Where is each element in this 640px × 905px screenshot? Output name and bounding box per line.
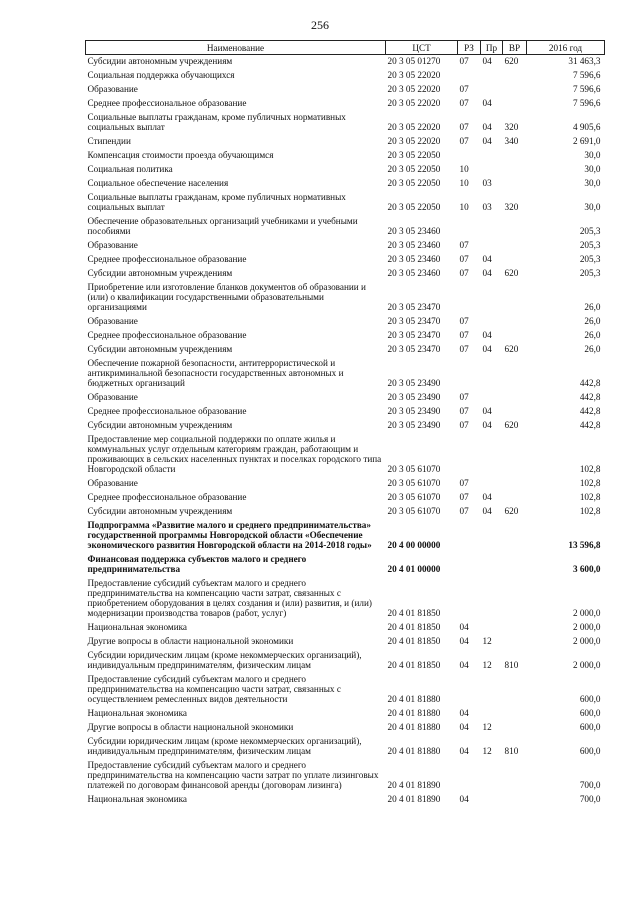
row-amount: 13 596,8: [568, 540, 601, 550]
row-pr: 12: [482, 746, 492, 756]
table-row: [86, 315, 605, 329]
row-vr: 320: [504, 122, 519, 132]
row-cst: 20 3 05 22050: [387, 202, 441, 212]
row-rz: 07: [459, 316, 469, 326]
row-rz: [458, 215, 481, 239]
row-name: Социальные выплаты гражданам, кроме публичных нормативных социальных выплат: [87, 112, 346, 132]
row-cst: 20 3 05 22020: [387, 70, 441, 80]
row-vr: 810: [504, 660, 519, 670]
table-row: [86, 357, 605, 391]
row-amount: 7 596,6: [572, 70, 601, 80]
table-row: [86, 281, 605, 315]
row-name: Субсидии автономным учреждениям: [87, 344, 233, 354]
row-amount: 2 691,0: [572, 136, 601, 146]
row-amount: 26,0: [584, 344, 601, 354]
row-pr: 04: [482, 506, 492, 516]
row-pr: [481, 477, 503, 491]
row-vr: 620: [504, 344, 519, 354]
row-cst: 20 3 05 61070: [387, 492, 441, 502]
row-vr: [503, 315, 527, 329]
row-pr: 12: [482, 722, 492, 732]
table-row: [86, 267, 605, 281]
row-rz: 07: [459, 506, 469, 516]
table-row: [86, 477, 605, 491]
row-amount: 26,0: [584, 330, 601, 340]
row-name: Субсидии автономным учреждениям: [87, 56, 233, 66]
row-rz: 07: [459, 84, 469, 94]
table-row: [86, 491, 605, 505]
row-pr: [481, 759, 503, 793]
row-cst: 20 3 05 23460: [387, 226, 441, 236]
table-row: [86, 759, 605, 793]
row-name: Обеспечение пожарной безопасности, антитеррористической и антикриминальной безопасности государственных автономных и бюджетных организаций: [87, 358, 344, 388]
row-name: Национальная экономика: [87, 622, 188, 632]
table-row: [86, 55, 605, 70]
row-amount: 700,0: [579, 780, 601, 790]
row-vr: [503, 149, 527, 163]
row-rz: [458, 673, 481, 707]
row-pr: 04: [482, 98, 492, 108]
row-cst: 20 3 05 61070: [387, 478, 441, 488]
row-name: Образование: [87, 240, 138, 250]
row-vr: [503, 621, 527, 635]
row-vr: 810: [504, 746, 519, 756]
row-cst: 20 4 01 81880: [387, 746, 441, 756]
table-row: [86, 111, 605, 135]
row-amount: 442,8: [579, 392, 601, 402]
row-name: Среднее профессиональное образование: [87, 406, 247, 416]
row-pr: 12: [482, 660, 492, 670]
table-row: [86, 97, 605, 111]
row-vr: [503, 239, 527, 253]
row-pr: 04: [482, 420, 492, 430]
row-amount: 26,0: [584, 316, 601, 326]
row-name: Субсидии юридическим лицам (кроме некоммерческих организаций), индивидуальным предпринимателям, физическим лицам: [87, 736, 362, 756]
row-amount: 700,0: [579, 794, 601, 804]
row-vr: [503, 673, 527, 707]
table-row: [86, 69, 605, 83]
row-cst: 20 3 05 61070: [387, 464, 441, 474]
row-pr: 04: [482, 268, 492, 278]
row-vr: 620: [504, 56, 519, 66]
row-pr: [481, 433, 503, 477]
row-cst: 20 4 01 81850: [387, 636, 441, 646]
row-vr: [503, 519, 527, 553]
row-pr: [481, 519, 503, 553]
row-vr: [503, 177, 527, 191]
row-amount: 30,0: [584, 150, 601, 160]
row-pr: 04: [482, 406, 492, 416]
row-rz: 04: [459, 722, 469, 732]
row-pr: 04: [482, 136, 492, 146]
row-cst: 20 4 01 81880: [387, 694, 441, 704]
row-cst: 20 3 05 23490: [387, 406, 441, 416]
table-row: [86, 577, 605, 621]
table-row: [86, 163, 605, 177]
row-pr: 12: [482, 636, 492, 646]
table-row: [86, 239, 605, 253]
row-name: Среднее профессиональное образование: [87, 254, 247, 264]
row-name: Компенсация стоимости проезда обучающимся: [87, 150, 274, 160]
row-amount: 3 600,0: [572, 564, 601, 574]
row-cst: 20 4 01 00000: [387, 564, 441, 574]
row-amount: 30,0: [584, 178, 601, 188]
row-amount: 102,8: [579, 492, 601, 502]
row-pr: [481, 215, 503, 239]
row-cst: 20 4 01 81880: [387, 708, 441, 718]
row-rz: 07: [459, 406, 469, 416]
row-amount: 442,8: [579, 378, 601, 388]
row-cst: 20 3 05 23490: [387, 378, 441, 388]
row-rz: [458, 357, 481, 391]
row-vr: [503, 357, 527, 391]
table-row: [86, 391, 605, 405]
row-name: Подпрограмма «Развитие малого и среднего предпринимательства» государственной программы Новгородской области «Обеспечение экономического развития Новгородской области на 2014-2018 годы»: [87, 520, 372, 550]
row-vr: [503, 553, 527, 577]
row-rz: 10: [459, 178, 469, 188]
table-header-row: [86, 41, 605, 55]
row-cst: 20 3 05 61070: [387, 506, 441, 516]
row-rz: 10: [459, 164, 469, 174]
row-cst: 20 3 05 23460: [387, 240, 441, 250]
row-name: Социальные выплаты гражданам, кроме публичных нормативных социальных выплат: [87, 192, 346, 212]
row-name: Социальная поддержка обучающихся: [87, 70, 235, 80]
table-row: [86, 135, 605, 149]
row-amount: 7 596,6: [572, 98, 601, 108]
row-name: Субсидии юридическим лицам (кроме некоммерческих организаций), индивидуальным предпринимателям, физическим лицам: [87, 650, 362, 670]
row-pr: [481, 315, 503, 329]
row-rz: 07: [459, 56, 469, 66]
row-rz: 07: [459, 98, 469, 108]
row-cst: 20 3 05 23460: [387, 268, 441, 278]
row-vr: [503, 281, 527, 315]
row-name: Среднее профессиональное образование: [87, 492, 247, 502]
row-cst: 20 3 05 23470: [387, 344, 441, 354]
row-rz: 07: [459, 392, 469, 402]
row-rz: 07: [459, 136, 469, 146]
row-pr: [481, 149, 503, 163]
table-row: [86, 519, 605, 553]
row-name: Приобретение или изготовление бланков документов об образовании и (или) о квалификации государственными образовательными организациями: [87, 282, 366, 312]
table-row: [86, 419, 605, 433]
row-name: Среднее профессиональное образование: [87, 98, 247, 108]
row-cst: 20 3 05 23490: [387, 420, 441, 430]
row-vr: [503, 253, 527, 267]
row-rz: 04: [459, 636, 469, 646]
row-vr: [503, 391, 527, 405]
row-vr: [503, 329, 527, 343]
row-amount: 600,0: [579, 694, 601, 704]
row-cst: 20 4 01 81890: [387, 794, 441, 804]
row-amount: 205,3: [579, 268, 601, 278]
row-rz: 07: [459, 268, 469, 278]
row-cst: 20 3 05 23490: [387, 392, 441, 402]
row-name: Предоставление субсидий субъектам малого и среднего предпринимательства на компенсацию части затрат, связанных с приобретением оборудования в целях создания и (или) развития, и (или) модернизации производства товаров (работ, услуг): [87, 578, 372, 618]
table-row: [86, 793, 605, 807]
row-amount: 2 000,0: [572, 622, 601, 632]
table-row: [86, 553, 605, 577]
column-header-vr: ВР: [503, 41, 527, 55]
row-name: Обеспечение образовательных организаций учебниками и учебными пособиями: [87, 216, 358, 236]
page-number: 256: [311, 18, 329, 32]
row-pr: [481, 793, 503, 807]
row-rz: 07: [459, 240, 469, 250]
row-vr: 620: [504, 420, 519, 430]
row-vr: [503, 707, 527, 721]
row-rz: [458, 759, 481, 793]
row-rz: 07: [459, 254, 469, 264]
budget-table: [85, 40, 605, 807]
row-cst: 20 3 05 22020: [387, 136, 441, 146]
row-amount: 102,8: [579, 478, 601, 488]
table-row: [86, 329, 605, 343]
row-pr: 04: [482, 56, 492, 66]
row-amount: 30,0: [584, 202, 601, 212]
row-rz: [458, 69, 481, 83]
row-vr: [503, 405, 527, 419]
column-header-rz: РЗ: [458, 41, 481, 55]
row-pr: [481, 577, 503, 621]
row-cst: 20 3 05 23470: [387, 330, 441, 340]
row-cst: 20 4 01 81850: [387, 608, 441, 618]
row-pr: [481, 163, 503, 177]
row-vr: 620: [504, 506, 519, 516]
row-amount: 442,8: [579, 420, 601, 430]
table-row: [86, 343, 605, 357]
row-pr: 04: [482, 122, 492, 132]
row-amount: 102,8: [579, 506, 601, 516]
row-name: Национальная экономика: [87, 794, 188, 804]
row-cst: 20 3 05 22050: [387, 178, 441, 188]
row-name: Образование: [87, 84, 138, 94]
row-name: Образование: [87, 316, 138, 326]
row-rz: [458, 433, 481, 477]
row-rz: 10: [459, 202, 469, 212]
row-pr: [481, 239, 503, 253]
row-rz: 07: [459, 330, 469, 340]
row-cst: 20 4 01 81880: [387, 722, 441, 732]
row-name: Другие вопросы в области национальной экономики: [87, 636, 294, 646]
row-pr: [481, 281, 503, 315]
row-name: Стипендии: [87, 136, 131, 146]
row-pr: 04: [482, 254, 492, 264]
table-row: [86, 707, 605, 721]
row-name: Финансовая поддержка субъектов малого и среднего предпринимательства: [87, 554, 307, 574]
row-vr: [503, 433, 527, 477]
table-row: [86, 253, 605, 267]
row-amount: 31 463,3: [568, 56, 601, 66]
row-amount: 205,3: [579, 240, 601, 250]
row-amount: 102,8: [579, 464, 601, 474]
row-vr: [503, 721, 527, 735]
row-rz: 04: [459, 660, 469, 670]
table-row: [86, 621, 605, 635]
table-row: [86, 433, 605, 477]
row-pr: [481, 83, 503, 97]
column-header-cst: ЦСТ: [386, 41, 458, 55]
row-cst: 20 3 05 01270: [387, 56, 441, 66]
row-amount: 2 000,0: [572, 660, 601, 670]
row-rz: 07: [459, 478, 469, 488]
row-cst: 20 3 05 22020: [387, 84, 441, 94]
table-body: [86, 55, 605, 808]
row-vr: 620: [504, 268, 519, 278]
row-pr: 04: [482, 344, 492, 354]
row-vr: [503, 491, 527, 505]
row-amount: 600,0: [579, 708, 601, 718]
row-vr: [503, 635, 527, 649]
row-pr: [481, 357, 503, 391]
row-rz: 07: [459, 122, 469, 132]
row-amount: 4 905,6: [572, 122, 601, 132]
row-name: Субсидии автономным учреждениям: [87, 506, 233, 516]
row-cst: 20 3 05 23470: [387, 302, 441, 312]
row-cst: 20 4 01 81850: [387, 660, 441, 670]
row-vr: [503, 215, 527, 239]
row-rz: 07: [459, 344, 469, 354]
row-pr: 04: [482, 330, 492, 340]
row-pr: [481, 673, 503, 707]
row-vr: [503, 163, 527, 177]
row-cst: 20 3 05 22020: [387, 98, 441, 108]
row-name: Национальная экономика: [87, 708, 188, 718]
row-rz: 04: [459, 794, 469, 804]
row-name: Социальное обеспечение населения: [87, 178, 229, 188]
row-rz: 07: [459, 492, 469, 502]
row-vr: [503, 759, 527, 793]
row-rz: [458, 553, 481, 577]
row-amount: 442,8: [579, 406, 601, 416]
row-name: Субсидии автономным учреждениям: [87, 268, 233, 278]
table-row: [86, 177, 605, 191]
row-amount: 600,0: [579, 746, 601, 756]
table-row: [86, 505, 605, 519]
row-vr: [503, 477, 527, 491]
row-name: Субсидии автономным учреждениям: [87, 420, 233, 430]
row-pr: [481, 707, 503, 721]
row-cst: 20 4 01 81850: [387, 622, 441, 632]
row-vr: [503, 83, 527, 97]
row-name: Предоставление субсидий субъектам малого и среднего предпринимательства на компенсацию части затрат по уплате лизинговых платежей по договорам финансовой аренды (договорам лизинга): [87, 760, 379, 790]
row-vr: 320: [504, 202, 519, 212]
row-pr: 03: [482, 178, 492, 188]
row-amount: 600,0: [579, 722, 601, 732]
row-name: Другие вопросы в области национальной экономики: [87, 722, 294, 732]
table-row: [86, 673, 605, 707]
row-amount: 7 596,6: [572, 84, 601, 94]
row-amount: 2 000,0: [572, 608, 601, 618]
row-rz: 04: [459, 708, 469, 718]
row-vr: [503, 577, 527, 621]
row-name: Предоставление мер социальной поддержки по оплате жилья и коммунальных услуг отдельным категориям граждан, работающим и проживающих в сельских населенных пунктах и поселках городского типа Новгородской области: [87, 434, 382, 474]
row-name: Образование: [87, 478, 138, 488]
row-amount: 26,0: [584, 302, 601, 312]
column-header-amount: 2016 год: [527, 41, 605, 55]
row-amount: 205,3: [579, 254, 601, 264]
table-row: [86, 735, 605, 759]
row-rz: 07: [459, 420, 469, 430]
column-header-pr: Пр: [481, 41, 503, 55]
row-vr: 340: [504, 136, 519, 146]
row-name: Образование: [87, 392, 138, 402]
row-rz: [458, 519, 481, 553]
row-pr: [481, 621, 503, 635]
row-pr: [481, 69, 503, 83]
table-row: [86, 649, 605, 673]
table-row: [86, 405, 605, 419]
row-cst: 20 4 00 00000: [387, 540, 441, 550]
row-amount: 2 000,0: [572, 636, 601, 646]
table-row: [86, 83, 605, 97]
row-rz: [458, 281, 481, 315]
row-pr: [481, 391, 503, 405]
row-cst: 20 3 05 22020: [387, 122, 441, 132]
row-pr: [481, 553, 503, 577]
row-rz: 04: [459, 622, 469, 632]
row-cst: 20 4 01 81890: [387, 780, 441, 790]
row-cst: 20 3 05 23460: [387, 254, 441, 264]
table-row: [86, 191, 605, 215]
row-rz: [458, 149, 481, 163]
row-amount: 205,3: [579, 226, 601, 236]
row-pr: 04: [482, 492, 492, 502]
row-amount: 30,0: [584, 164, 601, 174]
row-cst: 20 3 05 22050: [387, 164, 441, 174]
row-vr: [503, 69, 527, 83]
row-vr: [503, 793, 527, 807]
row-name: Среднее профессиональное образование: [87, 330, 247, 340]
table-row: [86, 635, 605, 649]
table-row: [86, 215, 605, 239]
row-rz: [458, 577, 481, 621]
row-name: Социальная политика: [87, 164, 173, 174]
row-cst: 20 3 05 22050: [387, 150, 441, 160]
row-pr: 03: [482, 202, 492, 212]
table-row: [86, 149, 605, 163]
row-cst: 20 3 05 23470: [387, 316, 441, 326]
table-row: [86, 721, 605, 735]
row-rz: 04: [459, 746, 469, 756]
row-name: Предоставление субсидий субъектам малого и среднего предпринимательства на компенсацию части затрат, связанных с осуществлением ремесленных видов деятельности: [87, 674, 341, 704]
column-header-name: Наименование: [86, 41, 386, 55]
row-vr: [503, 97, 527, 111]
